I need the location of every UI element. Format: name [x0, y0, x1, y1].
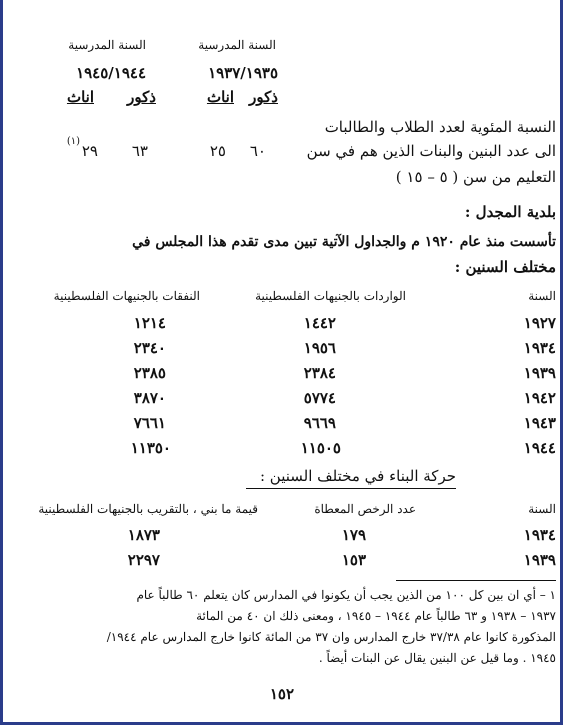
footnote-line-4: ١٩٤٥ . وما قيل عن البنين يقال عن البنات أيضاً .: [318, 651, 556, 665]
years-1944-1945: ١٩٤٥/١٩٤٤: [76, 64, 146, 82]
ratio-value-4: ٢٩: [81, 142, 98, 160]
table1-revenue: ٢٣٨٤: [303, 364, 336, 382]
ratio-line-3: التعليم من سن ( ٥ – ١٥ ): [395, 168, 556, 186]
building-permits: ١٥٣: [341, 551, 366, 569]
table1-expenses: ١١٣٥٠: [130, 439, 171, 457]
ratio-line-2: الى عدد البنين والبنات الذين هم في سن: [306, 142, 556, 160]
table1-expenses: ١٢١٤: [133, 314, 166, 332]
footnote-line-2: ١٩٣٧ – ١٩٣٨ و ٦٣ طالباً عام ١٩٤٤ – ١٩٤٥ ، ومعنى ذلك ان ٤٠ من المائة: [196, 609, 556, 623]
intro-line-2: مختلف السنين :: [454, 258, 556, 276]
building-year: ١٩٣٤: [523, 526, 556, 544]
footnote-line-1: ١ – أي ان بين كل ١٠٠ من الذين يجب أن يكونوا في المدارس كان يتعلم ٦٠ طالباً عام: [136, 588, 556, 602]
table1-year: ١٩٣٤: [523, 339, 556, 357]
footnote-divider: [396, 580, 556, 581]
book-page: [8, 0, 556, 720]
table1-expenses: ٢٣٤٠: [133, 339, 166, 357]
building-value: ٢٢٩٧: [127, 551, 160, 569]
building-header-value: قيمة ما بني ، بالتقريب بالجنيهات الفلسطينية: [38, 502, 258, 516]
table1-revenue: ١٩٥٦: [303, 339, 336, 357]
table1-revenue: ١٤٤٢: [303, 314, 336, 332]
building-value: ١٨٧٣: [127, 526, 160, 544]
building-permits: ١٧٩: [341, 526, 366, 544]
intro-line-1: تأسست منذ عام ١٩٢٠ م والجداول الآتية تبين مدى تقدم هذا المجلس في: [132, 234, 556, 250]
building-header-permits: عدد الرخص المعطاة: [314, 502, 416, 516]
header-school-year-1: السنة المدرسية: [198, 38, 276, 52]
table1-revenue: ١١٥٠٥: [300, 439, 341, 457]
table1-year: ١٩٤٢: [523, 389, 556, 407]
building-header-year: السنة: [528, 502, 556, 516]
ratio-line-1: النسبة المئوية لعدد الطلاب والطالبات: [324, 118, 556, 136]
table1-revenue: ٥٧٧٤: [303, 389, 336, 407]
table1-header-expenses: النفقات بالجنيهات الفلسطينية: [53, 289, 200, 303]
ratio-value-2: ٢٥: [209, 142, 226, 160]
footnote-ref: (١): [66, 136, 80, 147]
females-header-1: اناث: [206, 88, 234, 106]
table1-year: ١٩٤٤: [523, 439, 556, 457]
section-title: بلدية المجدل :: [464, 203, 556, 221]
table1-expenses: ٧٦٦١: [133, 414, 166, 432]
building-title: حركة البناء في مختلف السنين :: [259, 467, 456, 485]
header-school-year-2: السنة المدرسية: [68, 38, 146, 52]
table1-expenses: ٢٣٨٥: [133, 364, 166, 382]
years-1935-1937: ١٩٣٧/١٩٣٥: [208, 64, 278, 82]
page-number: ١٥٢: [269, 685, 294, 703]
table1-year: ١٩٤٣: [523, 414, 556, 432]
footnote-line-3: المذكورة كانوا عام ٣٧/٣٨ خارج المدارس وان ٣٧ من المائة كانوا خارج المدارس عام ١٩٤٤/: [106, 630, 556, 644]
females-header-2: اناث: [66, 88, 94, 106]
table1-header-revenue: الواردات بالجنيهات الفلسطينية: [255, 289, 406, 303]
table1-expenses: ٣٨٧٠: [133, 389, 166, 407]
building-title-divider: [246, 488, 456, 489]
males-header-2: ذكور: [127, 88, 156, 106]
table1-year: ١٩٣٩: [523, 364, 556, 382]
ratio-value-3: ٦٣: [131, 142, 148, 160]
table1-revenue: ٩٦٦٩: [303, 414, 336, 432]
ratio-value-1: ٦٠: [249, 142, 266, 160]
table1-header-year: السنة: [528, 289, 556, 303]
building-year: ١٩٣٩: [523, 551, 556, 569]
table1-year: ١٩٢٧: [523, 314, 556, 332]
males-header-1: ذكور: [249, 88, 278, 106]
